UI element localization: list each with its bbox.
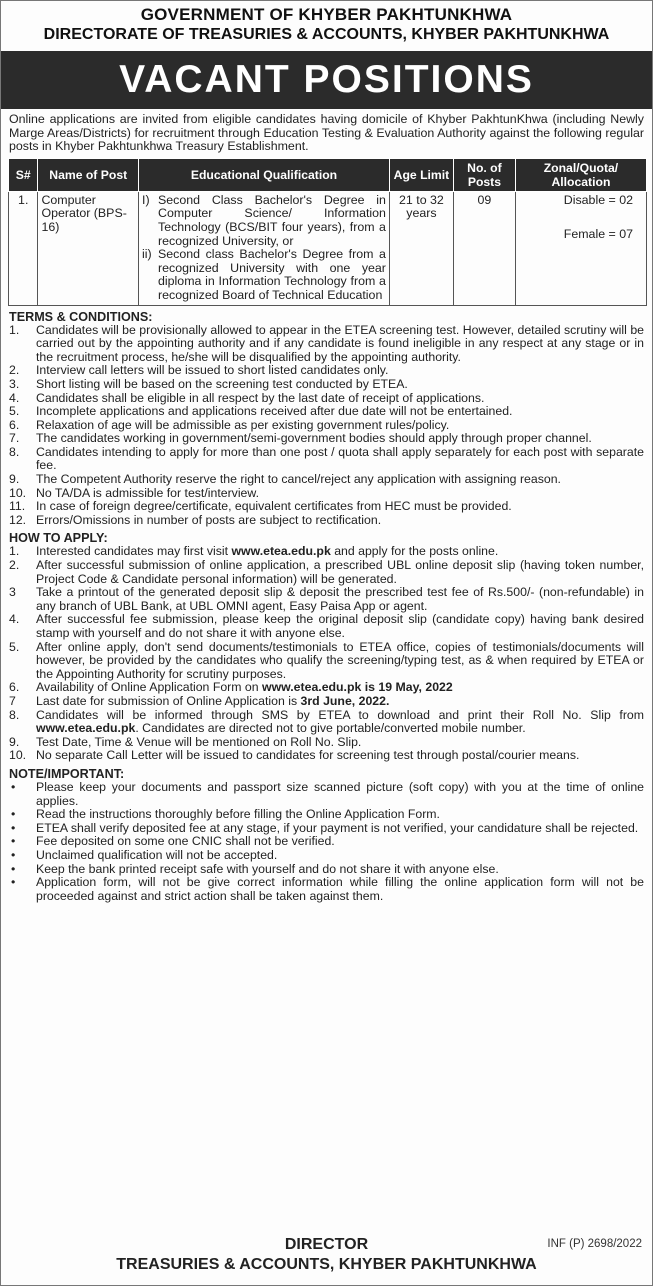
text-part: and apply for the posts online. [330,544,499,559]
item-text: Errors/Omissions in number of posts are subject to rectification. [36,512,382,527]
item-number: 1. [9,322,20,337]
list-item [9,835,644,849]
list-item [9,695,644,709]
list-item [9,736,644,750]
how-to-apply-section [1,531,652,763]
list-item [9,613,644,640]
header-no-of-posts: No. of Posts [453,158,515,191]
item-text: After successful submission of online application, a prescribed UBL online deposit slip (having token number, Project Code & Candidate personal information) will be generated. [36,558,644,586]
office-title: TREASURIES & ACCOUNTS, KHYBER PAKHTUNKHWA [116,1256,537,1273]
item-text: Test Date, Time & Venue will be mentioned on Roll No. Slip. [36,734,362,749]
text-part: Interested candidates may first visit [36,544,232,559]
item-text: Candidates intending to apply for more than one post / quota shall apply separately for each post with separate fee. [36,444,644,473]
vacant-positions-banner: VACANT POSITIONS [1,51,652,109]
cell-age-limit: 21 to 32 years [389,191,453,305]
item-number: 10. [9,748,27,763]
item-text: Candidates shall be eligible in all respect by the last date of receipt of applications. [36,390,485,405]
item-text: Candidates will be provisionally allowed to appear in the ETEA screening test. However, detailed scrutiny will be carried out by the appointing authority and if any candidate is found ineligible in any respect at any stage or in the recruitment process, he/she will be disqualified by the appointing authority. [36,322,644,364]
item-number: 5. [9,404,20,419]
list-item [9,681,644,695]
item-text: Application form, will not be give correct information while filling the online application form will not be proceeded against and strict action shall be taken against them. [36,875,644,903]
list-item [9,487,644,501]
item-text: The Competent Authority reserve the right to cancel/reject any application with assigning reason. [36,472,561,487]
list-item [9,808,644,822]
bullet-icon: • [11,834,16,849]
list-item [9,849,644,863]
terms-section [1,310,652,528]
header-zonal-quota: Zonal/Quota/ Allocation [515,158,646,191]
item-text: Incomplete applications and applications received after due date will not be entertained. [36,404,513,419]
list-item [9,446,644,473]
availability-date: is 19 May, 2022 [361,680,453,695]
footer [1,1235,652,1275]
item-text [36,695,644,709]
list-item [9,876,644,903]
item-text [36,545,644,559]
bullet-icon: • [11,875,16,890]
list-item [9,378,644,392]
list-item [9,473,644,487]
text-part: Candidates will be informed through SMS by ETEA to download and print their Roll No. Slip from [36,707,644,722]
item-text: After online apply, don't send documents/testimonials to ETEA office, copies of testimonials/documents will however, be provided by the candidates who qualify the screening/typing test, as & when required by ETEA or the Appointing Authority for scrutiny purposes. [36,639,644,681]
item-text: The candidates working in government/semi-government bodies should apply through proper channel. [36,431,592,446]
header-serial: S# [9,158,38,191]
text-part: Availability of Online Application Form on [36,680,263,695]
qualification-option-1 [142,194,386,248]
list-item [9,641,644,682]
item-number: 7 [9,693,16,708]
bullet-icon: • [11,820,16,835]
list-item [9,364,644,378]
terms-title: TERMS & CONDITIONS: [9,309,153,324]
item-number: 7. [9,431,20,446]
list-item [9,500,644,514]
list-item [9,709,644,736]
cell-post-name: Computer Operator (BPS-16) [38,191,139,305]
etea-link[interactable]: www.etea.edu.pk [36,721,136,736]
item-text: No separate Call Letter will be issued to candidates for screening test through postal/courier means. [36,748,580,763]
cell-no-of-posts: 09 [453,191,515,305]
item-text: Read the instructions thoroughly before filling the Online Application Form. [36,807,440,822]
item-number: 2. [9,558,20,573]
item-number: 9. [9,734,20,749]
item-text: Unclaimed qualification will not be accepted. [36,847,278,862]
item-text [36,681,644,695]
last-date: 3rd June, 2022. [300,693,390,708]
terms-list [9,324,644,528]
item-text: No TA/DA is admissible for test/interview. [36,485,260,500]
item-text: ETEA shall verify deposited fee at any stage, if your payment is not verified, your candidature shall be rejected. [36,820,639,835]
list-item [9,324,644,365]
item-text: Fee deposited on some one CNIC shall not be verified. [36,834,335,849]
bullet-icon: • [11,861,16,876]
notes-section [1,767,652,903]
item-number: 8. [9,444,20,459]
qualification-option-2 [142,248,386,302]
text-part: . Candidates are directed not to give portable/converted mobile number. [135,721,526,736]
list-item [9,559,644,586]
item-number: 10. [9,485,27,500]
item-number: 2. [9,363,20,378]
item-number: 1. [9,544,20,559]
cell-qualification [139,191,390,305]
allocation-female: Female = 07 [563,227,633,242]
government-title: GOVERNMENT OF KHYBER PAKHTUNKHWA [140,5,513,24]
item-text: Interview call letters will be issued to short listed candidates only. [36,363,389,378]
item-number: 11. [9,499,26,514]
list-item [9,405,644,419]
item-number: 8. [9,707,20,722]
list-item [9,545,644,559]
item-number: 3. [9,376,20,391]
how-to-apply-title: HOW TO APPLY: [9,531,108,546]
inf-reference: INF (P) 2698/2022 [547,1238,642,1250]
cell-serial: 1. [9,191,38,305]
item-text [36,709,644,736]
etea-link[interactable]: www.etea.edu.pk [262,680,362,695]
item-number: 6. [9,417,20,432]
list-item [9,392,644,406]
item-number: 4. [9,390,20,405]
directorate-title: DIRECTORATE OF TREASURIES & ACCOUNTS, KHYBER PAKHTUNKHWA [43,26,610,43]
header-post-name: Name of Post [38,158,139,191]
bullet-icon: • [11,847,16,862]
item-text: Short listing will be based on the screening test conducted by ETEA. [36,376,408,391]
item-text: Please keep your documents and passport size scanned picture (soft copy) with you at the time of online applies. [36,779,644,808]
item-text: After successful fee submission, please keep the original deposit slip (candidate copy) having bank desired stamp with yourself and do not share it with anyone else. [36,612,644,640]
etea-link[interactable]: www.etea.edu.pk [231,544,331,559]
list-item [9,432,644,446]
list-item [9,822,644,836]
header-qualification: Educational Qualification [139,158,390,191]
list-item [9,781,644,808]
bullet-icon: • [11,807,16,822]
cell-allocation [515,191,646,305]
item-text: Keep the bank printed receipt safe with yourself and do not share it with anyone else. [36,861,499,876]
item-number: 3 [9,585,16,600]
intro-paragraph: Online applications are invited from eligible candidates having domicile of Khyber PakhtunKhwa (including Newly Marge Areas/Districts) for recruitment through Education Testing & Evaluation Authority against the following regular posts in Khyber Pakhtunkhwa Treasury Establishment. [9,112,644,154]
option-number: I) [142,192,150,207]
option-text: Second Class Bachelor's Degree in Computer Science/ Information Technology (BCS/BIT four years), from a recognized University, or [158,192,386,248]
allocation-disable: Disable = 02 [563,192,633,207]
option-number: ii) [142,247,152,262]
director-title: DIRECTOR [284,1236,369,1253]
table-row [9,191,647,305]
item-text: Relaxation of age will be admissible as per existing government rules/policy. [36,417,450,432]
text-part: Last date for submission of Online Application is [36,693,301,708]
list-item [9,863,644,877]
vacancy-table [8,158,647,306]
list-item [9,514,644,528]
header-age-limit: Age Limit [389,158,453,191]
bullet-icon: • [11,779,16,794]
item-number: 5. [9,639,20,654]
item-number: 6. [9,680,20,695]
list-item [9,749,644,763]
table-header-row [9,158,647,191]
option-text: Second class Bachelor's Degree from a recognized University with one year diploma in Information Technology from a recognized Board of Technical Education [158,247,386,302]
item-number: 4. [9,612,20,627]
item-number: 12. [9,512,27,527]
item-number: 9. [9,472,20,487]
notes-title: NOTE/IMPORTANT: [9,766,125,781]
list-item [9,419,644,433]
item-text: Take a printout of the generated deposit slip & deposit the prescribed test fee of Rs.500/- (non-refundable) in any branch of UBL Bank, at UBL OMNI agent, Easy Paisa App or agent. [36,585,644,613]
notes-list [9,781,644,903]
item-text: In case of foreign degree/certificate, equivalent certificates from HEC must be provided. [36,499,512,514]
list-item [9,586,644,613]
